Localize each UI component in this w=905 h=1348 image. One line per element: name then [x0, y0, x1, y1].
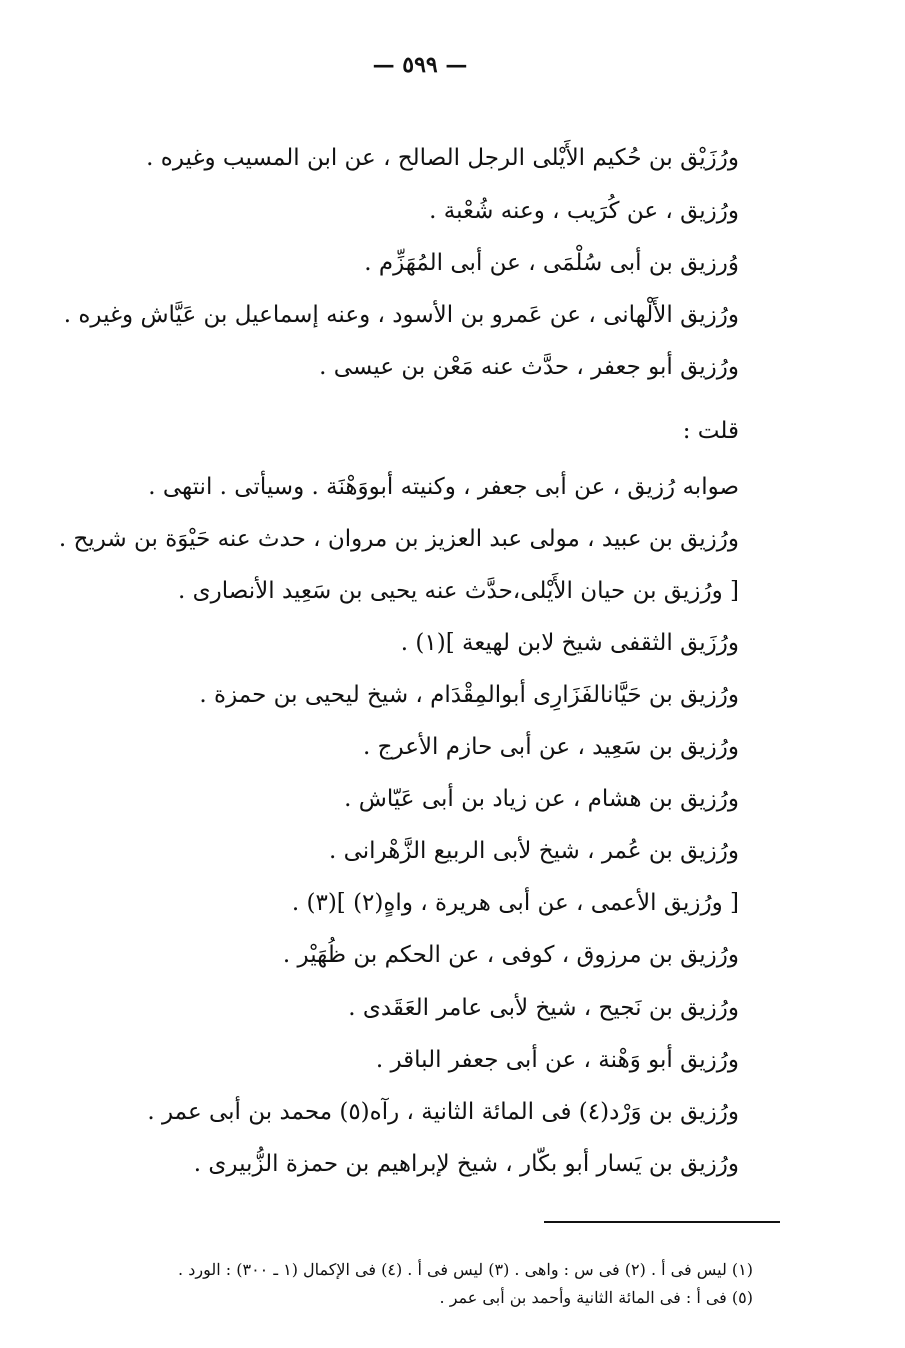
text-line: ورُزيق أبو وَهْنة ، عن أبى جعفر الباقر . — [375, 1047, 739, 1073]
text-line: ورُزيق بن سَعِيد ، عن أبى حازم الأعرج . — [363, 734, 739, 760]
footnote-divider — [544, 1221, 780, 1223]
text-line: ورُزيق بن عبيد ، مولى عبد العزيز بن مروان ، حدث عنه حَيْوَة بن شريح . — [58, 526, 739, 552]
page-number: — ٥٩٩ — — [372, 52, 468, 78]
text-line: وُرزيق بن أبى سُلْمَى ، عن أبى المُهَزِّم . — [364, 250, 739, 276]
text-line: صوابه رُزيق ، عن أبى جعفر ، وكنيته أبووَهْنَة . وسيأتى . انتهى . — [148, 474, 739, 500]
section-heading: قلت : — [682, 418, 739, 444]
text-line: ورُزيق ، عن كُرَيب ، وعنه شُعْبة . — [429, 198, 739, 224]
text-line: ورُزيق أبو جعفر ، حدَّث عنه مَعْن بن عيسى . — [319, 354, 739, 380]
text-line: ورُزيق بن عُمر ، شيخ لأبى الربيع الزَّهْرانى . — [328, 838, 739, 864]
footnote-line: (٥) فى أ : فى المائة الثانية وأحمد بن أبى عمر . — [439, 1288, 753, 1307]
text-line: ورُزيق بن نَجيح ، شيخ لأبى عامر العَقَدى . — [348, 995, 739, 1021]
text-line: [ ورُزيق الأعمى ، عن أبى هريرة ، واهٍ(٢) ](٣) . — [291, 890, 739, 916]
text-line: ورُزيق بن وَرْد(٤) فى المائة الثانية ، رآه(٥) محمد بن أبى عمر . — [147, 1099, 739, 1125]
footnote-line: (١) ليس فى أ . (٢) فى س : واهى . (٣) ليس فى أ . (٤) فى الإكمال (١ ـ ٣٠٠) : الورد . — [178, 1260, 753, 1279]
text-line: ورُزيق بن حَيَّانالفَزَارِى أبوالمِقْدَام ، شيخ ليحيى بن حمزة . — [199, 682, 739, 708]
text-line: ورُزيق بن هشام ، عن زياد بن أبى عَيّاش . — [344, 786, 739, 812]
text-line: [ ورُزيق بن حيان الأَيْلى،حدَّث عنه يحيى بن سَعِيد الأنصارى . — [178, 578, 739, 604]
text-line: ورُزَيْق بن حُكيم الأَيْلى الرجل الصالح ، عن ابن المسيب وغيره . — [146, 145, 739, 171]
text-line: ورُزيق الأَلْهانى ، عن عَمرو بن الأسود ، وعنه إسماعيل بن عَيَّاش وغيره . — [63, 302, 739, 328]
text-line: ورُزيق بن يَسار أبو بكّار ، شيخ لإبراهيم بن حمزة الزُّبيرى . — [193, 1151, 739, 1177]
text-line: ورُزَيق الثقفى شيخ لابن لهيعة ](١) . — [400, 630, 739, 656]
text-line: ورُزيق بن مرزوق ، كوفى ، عن الحكم بن ظُهَيْر . — [282, 942, 739, 968]
